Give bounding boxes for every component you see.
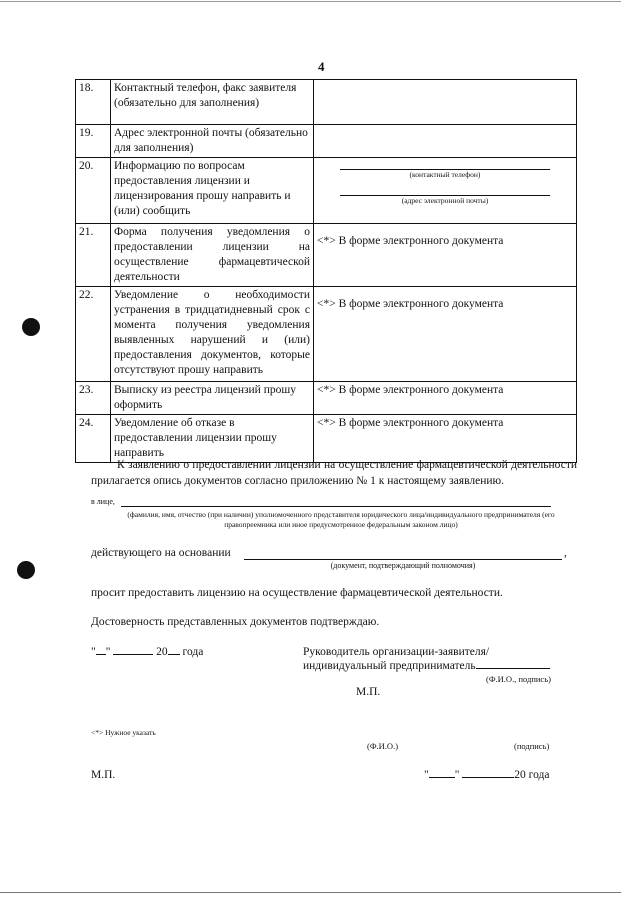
- date-year-word: года: [182, 646, 204, 658]
- footnote: <*> Нужное указать: [91, 728, 156, 737]
- attachment-paragraph: К заявлению о предоставлении лицензии на осуществление фармацевтической деятельности прилагается опись документов согласно приложению № 1 к настоящему заявлению.: [91, 459, 577, 487]
- date-year-prefix: 20: [156, 646, 168, 658]
- head-signature-line1: Руководитель организации-заявителя/: [303, 646, 490, 658]
- basis-document-line[interactable]: [244, 559, 562, 560]
- email-field[interactable]: [314, 125, 577, 158]
- punch-hole-marker: [22, 318, 40, 336]
- date-month-field[interactable]: [113, 654, 153, 655]
- row-number: 19.: [76, 125, 111, 158]
- date-open-quote: ": [424, 769, 429, 781]
- table-row: [76, 125, 577, 158]
- contact-phone-caption: (контактный телефон): [409, 170, 481, 179]
- confirm-text: Достоверность представленных документов подтверждаю.: [91, 616, 380, 628]
- date-year-prefix: 20: [514, 769, 526, 781]
- row-label: Уведомление об отказе в предоставлении лицензии прошу направить: [111, 415, 314, 463]
- table-row: [76, 382, 577, 415]
- date-year-field[interactable]: [168, 654, 180, 655]
- row-number: 21.: [76, 224, 111, 287]
- head-signature-field[interactable]: [476, 668, 550, 669]
- contact-email-caption: (адрес электронной почты): [401, 196, 489, 205]
- row-number: 23.: [76, 382, 111, 415]
- row-value: <*> В форме электронного документа: [314, 382, 577, 415]
- application-table: [75, 79, 577, 463]
- date-close-quote: ": [105, 646, 111, 658]
- head-signature-caption: (Ф.И.О., подпись): [486, 674, 551, 684]
- table-row: [76, 287, 577, 382]
- head-signature-line2-block: [303, 658, 550, 674]
- row-value: <*> В форме электронного документа: [314, 224, 577, 287]
- row-number: 24.: [76, 415, 111, 463]
- date-day-field[interactable]: [429, 777, 455, 778]
- row-label: Адрес электронной почты (обязательно для заполнения): [111, 125, 314, 158]
- row-value: <*> В форме электронного документа: [314, 415, 577, 463]
- row-label: Контактный телефон, факс заявителя (обязательно для заполнения): [111, 80, 314, 125]
- basis-suffix: ,: [564, 547, 567, 559]
- row-number: 20.: [76, 158, 111, 224]
- date-day-field[interactable]: [96, 654, 106, 655]
- table-row: [76, 415, 577, 463]
- date-month-field[interactable]: [462, 777, 514, 778]
- request-text: просит предоставить лицензию на осуществление фармацевтической деятельности.: [91, 587, 503, 599]
- row-label: Уведомление о необходимости устранения в тридцатидневный срок с момента получения уведомления выявленных нарушений и (или) предоставления документов, которые отсутствуют прошу направить: [111, 287, 314, 382]
- person-caption: (фамилия, имя, отчество (при наличии) уполномоченного представителя юридического лица/индивидуального предпринимателя (его правопреемника или иное предусмотренное федеральным законом лицо): [127, 510, 555, 529]
- date-open-quote: ": [91, 646, 96, 658]
- row-value: <*> В форме электронного документа: [314, 287, 577, 382]
- stamp-placeholder: М.П.: [356, 686, 381, 698]
- top-edge-line: [0, 1, 621, 2]
- table-row: [76, 224, 577, 287]
- head-signature-line2: индивидуальный предприниматель: [303, 660, 476, 672]
- row-number: 22.: [76, 287, 111, 382]
- table-row: [76, 80, 577, 125]
- stamp-placeholder-bottom: М.П.: [91, 769, 116, 781]
- bottom-edge-line: [0, 892, 621, 893]
- basis-prefix: действующего на основании: [91, 547, 231, 559]
- row-number: 18.: [76, 80, 111, 125]
- contact-info-cell: [314, 158, 577, 224]
- table-row: [76, 158, 577, 224]
- bottom-date: [424, 767, 549, 783]
- sign-caption: (подпись): [514, 741, 550, 751]
- row-label: Выписку из реестра лицензий прошу оформить: [111, 382, 314, 415]
- date-year-word: года: [528, 769, 550, 781]
- page-number: 4: [318, 59, 325, 74]
- phone-fax-field[interactable]: [314, 80, 577, 125]
- punch-hole-marker: [17, 561, 35, 579]
- row-label: Форма получения уведомления о предоставлении лицензии на осуществление фармацевтической деятельности: [111, 224, 314, 287]
- person-name-line[interactable]: [121, 506, 551, 507]
- row-label: Информацию по вопросам предоставления лицензии и лицензирования прошу направить и (или) сообщить: [111, 158, 314, 224]
- basis-caption: (документ, подтверждающий полномочия): [330, 561, 476, 570]
- fio-caption: (Ф.И.О.): [367, 741, 399, 751]
- person-prefix: в лице,: [91, 497, 115, 506]
- date-close-quote: ": [454, 769, 460, 781]
- applicant-date: [91, 644, 203, 660]
